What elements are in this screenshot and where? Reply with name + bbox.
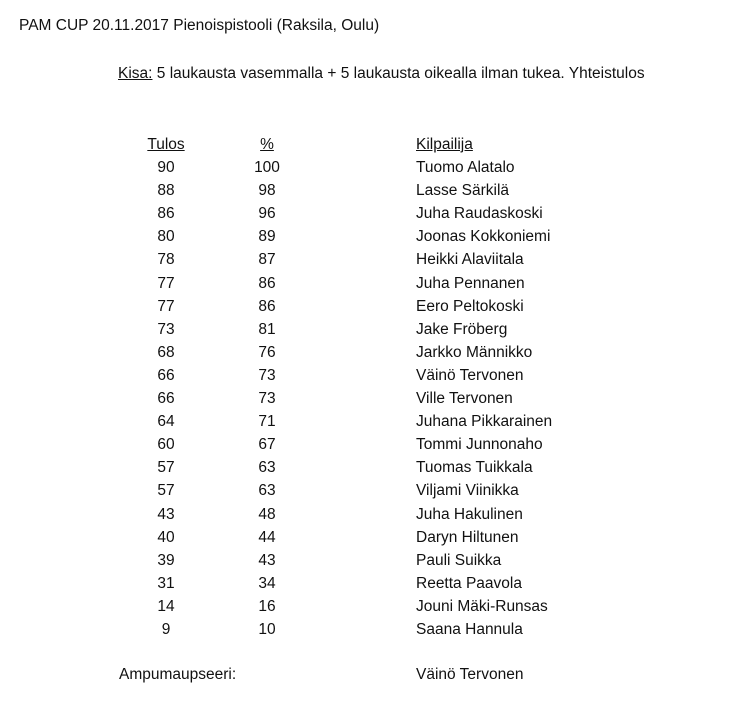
table-header-row: [0, 133, 729, 156]
competitor-cell: Tuomo Alatalo: [416, 159, 515, 177]
competitor-cell: Juhana Pikkarainen: [416, 413, 553, 431]
competitor-cell: Viljami Viinikka: [416, 482, 519, 500]
table-row: [0, 549, 729, 572]
competitor-cell: Ville Tervonen: [416, 390, 513, 408]
competitor-cell: Jouni Mäki-Runsas: [416, 597, 548, 615]
table-row: [0, 526, 729, 549]
percent-cell: 43: [258, 551, 276, 569]
tulos-cell: 57: [157, 482, 175, 500]
tulos-cell: 60: [157, 436, 175, 454]
percent-cell: 63: [258, 459, 276, 477]
percent-cell: 48: [258, 505, 276, 523]
table-row: [0, 225, 729, 248]
competitor-cell: Jarkko Männikko: [416, 343, 533, 361]
tulos-cell: 66: [157, 366, 175, 384]
table-row: [0, 179, 729, 202]
percent-cell: 44: [258, 528, 276, 546]
table-row: [0, 202, 729, 225]
percent-cell: 76: [258, 343, 276, 361]
percent-cell: 89: [258, 228, 276, 246]
results-table: [0, 133, 729, 641]
tulos-cell: 73: [157, 320, 175, 338]
tulos-cell: 78: [157, 251, 175, 269]
percent-cell: 16: [258, 597, 276, 615]
document-title: PAM CUP 20.11.2017 Pienoispistooli (Raksila, Oulu): [19, 17, 380, 34]
competitor-cell: Reetta Paavola: [416, 574, 522, 592]
competitor-cell: Tuomas Tuikkala: [416, 459, 533, 477]
competitor-cell: Daryn Hiltunen: [416, 528, 519, 546]
kisa-label: Kisa:: [118, 65, 153, 82]
footer-name: Väinö Tervonen: [416, 666, 524, 683]
tulos-cell: 43: [157, 505, 175, 523]
table-row: [0, 248, 729, 271]
percent-cell: 73: [258, 390, 276, 408]
competitor-cell: Juha Pennanen: [416, 274, 525, 292]
competitor-cell: Jake Fröberg: [416, 320, 508, 338]
table-row: [0, 433, 729, 456]
header-tulos: Tulos: [147, 136, 185, 153]
competitor-cell: Heikki Alaviitala: [416, 251, 524, 269]
kisa-text: 5 laukausta vasemmalla + 5 laukausta oikealla ilman tukea. Yhteistulos: [152, 65, 645, 82]
table-row: [0, 156, 729, 179]
competitor-cell: Pauli Suikka: [416, 551, 502, 569]
table-row: [0, 295, 729, 318]
footer: [0, 663, 729, 686]
table-row: [0, 387, 729, 410]
competitor-cell: Saana Hannula: [416, 620, 523, 638]
competitor-cell: Juha Hakulinen: [416, 505, 523, 523]
percent-cell: 10: [258, 620, 276, 638]
tulos-cell: 66: [157, 390, 175, 408]
percent-cell: 96: [258, 205, 276, 223]
tulos-cell: 57: [157, 459, 175, 477]
percent-cell: 71: [258, 413, 276, 431]
tulos-cell: 9: [161, 620, 171, 638]
header-kilpailija: Kilpailija: [416, 136, 473, 153]
tulos-cell: 64: [157, 413, 175, 431]
percent-cell: 63: [258, 482, 276, 500]
tulos-cell: 39: [157, 551, 175, 569]
table-row: [0, 341, 729, 364]
tulos-cell: 68: [157, 343, 175, 361]
percent-cell: 81: [258, 320, 276, 338]
percent-cell: 86: [258, 274, 276, 292]
tulos-cell: 77: [157, 297, 175, 315]
tulos-cell: 86: [157, 205, 175, 223]
tulos-cell: 77: [157, 274, 175, 292]
competitor-cell: Eero Peltokoski: [416, 297, 524, 315]
tulos-cell: 90: [157, 159, 175, 177]
table-row: [0, 410, 729, 433]
tulos-cell: 40: [157, 528, 175, 546]
competition-description: [118, 65, 645, 83]
tulos-cell: 80: [157, 228, 175, 246]
table-body: [0, 156, 729, 641]
footer-label: Ampumaupseeri:: [119, 666, 237, 683]
percent-cell: 73: [258, 366, 276, 384]
percent-cell: 86: [258, 297, 276, 315]
percent-cell: 34: [258, 574, 276, 592]
table-row: [0, 456, 729, 479]
percent-cell: 87: [258, 251, 276, 269]
table-row: [0, 503, 729, 526]
percent-cell: 100: [254, 159, 280, 177]
table-row: [0, 595, 729, 618]
tulos-cell: 88: [157, 182, 175, 200]
table-row: [0, 272, 729, 295]
competitor-cell: Lasse Särkilä: [416, 182, 510, 200]
table-row: [0, 364, 729, 387]
competitor-cell: Väinö Tervonen: [416, 366, 524, 384]
percent-cell: 67: [258, 436, 276, 454]
table-row: [0, 318, 729, 341]
percent-cell: 98: [258, 182, 276, 200]
table-row: [0, 572, 729, 595]
tulos-cell: 14: [157, 597, 175, 615]
competitor-cell: Joonas Kokkoniemi: [416, 228, 551, 246]
header-percent: %: [260, 136, 274, 153]
competitor-cell: Juha Raudaskoski: [416, 205, 543, 223]
tulos-cell: 31: [157, 574, 175, 592]
competitor-cell: Tommi Junnonaho: [416, 436, 543, 454]
table-row: [0, 479, 729, 502]
table-row: [0, 618, 729, 641]
